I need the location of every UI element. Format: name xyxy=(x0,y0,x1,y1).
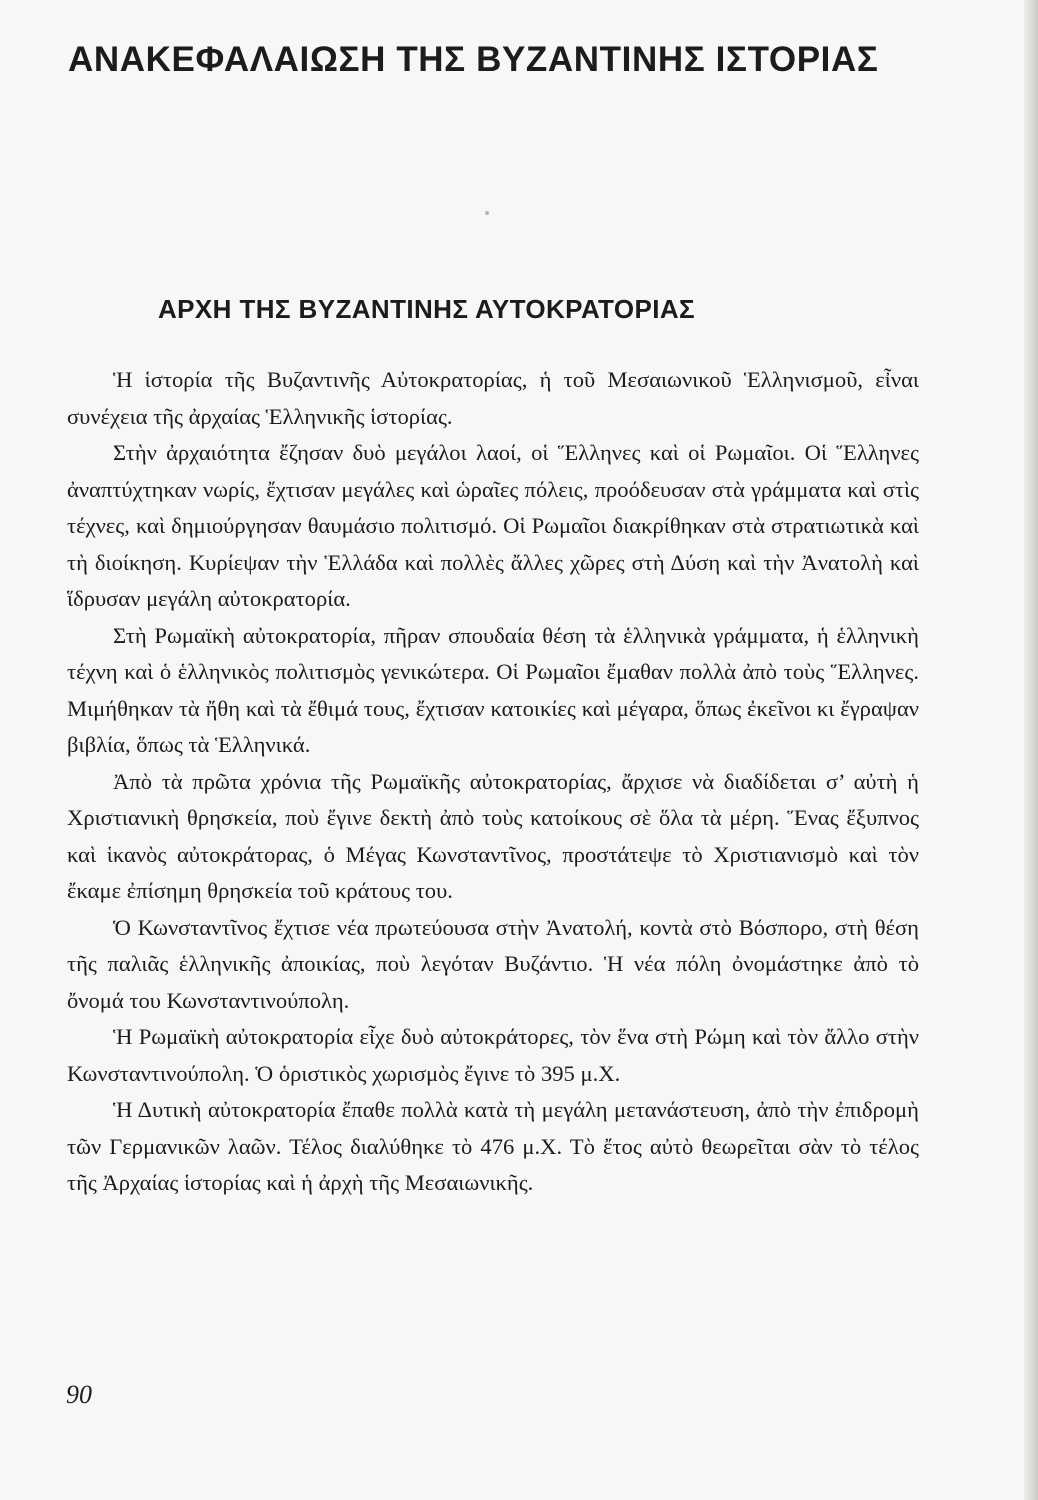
paragraph: Στὴν ἀρχαιότητα ἔζησαν δυὸ μεγάλοι λαοί, οἱ Ἕλληνες καὶ οἱ Ρωμαῖοι. Οἱ Ἕλληνες ἀναπτύχτηκαν νωρίς, ἔχτισαν μεγάλες καὶ ὡραῖες πόλεις, προόδευσαν στὰ γράμματα καὶ στὶς τέχνες, καὶ δημιούργησαν θαυμάσιο πολιτισμό. Οἱ Ρωμαῖοι διακρίθηκαν στὰ στρατιωτικὰ καὶ τὴ διοίκηση. Κυρίεψαν τὴν Ἑλλάδα καὶ πολλὲς ἄλλες χῶρες στὴ Δύση καὶ τὴν Ἀνατολὴ καὶ ἵδρυσαν μεγάλη αὐτοκρατορία. xyxy=(67,440,919,611)
paper-speck xyxy=(485,211,489,215)
section-title: ΑΡΧΗ ΤΗΣ ΒΥΖΑΝΤΙΝΗΣ ΑΥΤΟΚΡΑΤΟΡΙΑΣ xyxy=(158,294,695,324)
chapter-title: ΑΝΑΚΕΦΑΛΑΙΩΣΗ ΤΗΣ ΒΥΖΑΝΤΙΝΗΣ ΙΣΤΟΡΙΑΣ xyxy=(68,40,879,79)
paragraph: Στὴ Ρωμαϊκὴ αὐτοκρατορία, πῆραν σπουδαία θέση τὰ ἑλληνικὰ γράμματα, ἡ ἑλληνικὴ τέχνη καὶ ὁ ἑλληνικὸς πολιτισμὸς γενικώτερα. Οἱ Ρωμαῖοι ἔμαθαν πολλὰ ἀπὸ τοὺς Ἕλληνες. Μιμήθηκαν τὰ ἤθη καὶ τὰ ἔθιμά τους, ἔχτισαν κατοικίες καὶ μέγαρα, ὅπως ἐκεῖνοι κι ἔγραψαν βιβλία, ὅπως τὰ Ἑλληνικά. xyxy=(67,622,919,757)
paragraph: Ἡ Ρωμαϊκὴ αὐτοκρατορία εἶχε δυὸ αὐτοκράτορες, τὸν ἕνα στὴ Ρώμη καὶ τὸν ἄλλο στὴν Κωνσταντινούπολη. Ὁ ὁριστικὸς χωρισμὸς ἔγινε τὸ 395 μ.Χ. xyxy=(67,1024,919,1086)
body-text xyxy=(67,362,919,1202)
paragraph: Ὁ Κωνσταντῖνος ἔχτισε νέα πρωτεύουσα στὴν Ἀνατολή, κοντὰ στὸ Βόσπορο, στὴ θέση τῆς παλιᾶς ἑλληνικῆς ἀποικίας, ποὺ λεγόταν Βυζάντιο. Ἡ νέα πόλη ὀνομάστηκε ἀπὸ τὸ ὄνομά του Κωνσταντινούπολη. xyxy=(67,914,919,1013)
page-number: 90 xyxy=(66,1380,92,1409)
paragraph: Ἡ ἱστορία τῆς Βυζαντινῆς Αὐτοκρατορίας, ἡ τοῦ Μεσαιωνικοῦ Ἑλληνισμοῦ, εἶναι συνέχεια τῆς ἀρχαίας Ἑλληνικῆς ἱστορίας. xyxy=(67,367,919,429)
paragraph: Ἡ Δυτικὴ αὐτοκρατορία ἔπαθε πολλὰ κατὰ τὴ μεγάλη μετανάστευση, ἀπὸ τὴν ἐπιδρομὴ τῶν Γερμανικῶν λαῶν. Τέλος διαλύθηκε τὸ 476 μ.Χ. Τὸ ἔτος αὐτὸ θεωρεῖται σὰν τὸ τέλος τῆς Ἀρχαίας ἱστορίας καὶ ἡ ἀρχὴ τῆς Μεσαιωνικῆς. xyxy=(67,1097,919,1195)
paragraph: Ἀπὸ τὰ πρῶτα χρόνια τῆς Ρωμαϊκῆς αὐτοκρατορίας, ἄρχισε νὰ διαδίδεται σ’ αὐτὴ ἡ Χριστιανικὴ θρησκεία, ποὺ ἔγινε δεκτὴ ἀπὸ τοὺς κατοίκους σὲ ὅλα τὰ μέρη. Ἕνας ἔξυπνος καὶ ἱκανὸς αὐτοκράτορας, ὁ Μέγας Κωνσταντῖνος, προστάτεψε τὸ Χριστιανισμὸ καὶ τὸν ἔκαμε ἐπίσημη θρησκεία τοῦ κράτους του. xyxy=(67,768,919,903)
page-binding-edge xyxy=(1024,0,1038,1500)
